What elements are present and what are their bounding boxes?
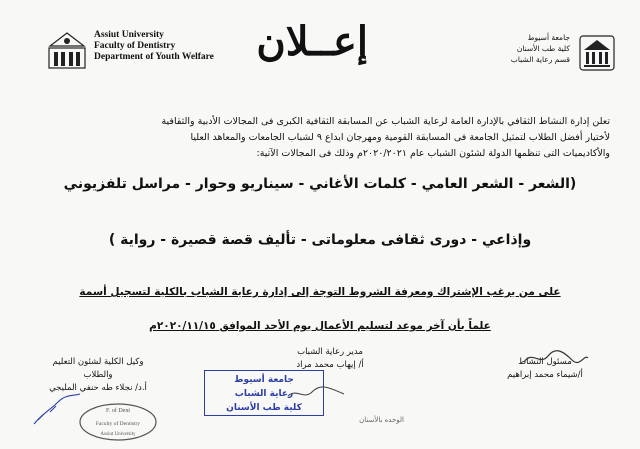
director-name: أ/ إيهاب محمد مراد xyxy=(296,360,364,370)
body-line-1: تعلن إدارة النشاط الثقافي بالإدارة العامة لرعاية الشباب عن المسابقة الثقافية الكبرى فى المجالات الأدبية والثقافية xyxy=(161,116,610,127)
department-name-en: Department of Youth Welfare xyxy=(94,52,214,62)
university-logo-icon xyxy=(46,30,88,72)
page-title: إعــلان xyxy=(256,18,368,65)
faculty-name-ar: كلية طب الأسنان xyxy=(516,44,570,53)
vice-dean-name: أ.د/ نجلاء طه حنفي المليجي xyxy=(49,383,147,393)
header-arabic xyxy=(511,32,618,74)
official-stamp xyxy=(204,370,324,416)
header-english xyxy=(46,30,214,72)
body-line-3: والأكاديميات التى تنظمها الدولة لشئون الشباب عام ٢٠٢٠/٢٠٢١م وذلك فى المجالات الآتية: xyxy=(256,148,610,159)
body-line-2: لأختيار أفضل الطلاب لتمثيل الجامعة فى المسابقة القومية ومهرجان ابداع ٩ لشباب الجامعات والمعاهد العليا xyxy=(190,132,610,143)
stamp-line-2: رعاية الشباب xyxy=(234,389,294,399)
footer-note: الوحده بالأسنان xyxy=(359,416,404,424)
handwritten-signature-icon xyxy=(520,348,590,368)
vice-dean-title: وكيل الكلية لشئون التعليم والطلاب xyxy=(52,357,144,380)
stamp-line-1: جامعة أسيوط xyxy=(234,375,294,385)
university-name-ar: جامعة أسيوط xyxy=(527,33,570,42)
university-name-en: Assiut University xyxy=(94,30,164,40)
deadline-line: علماً بأن آخر موعد لتسليم الأعمال يوم الأحد الموافق ٢٠٢٠/١١/١٥م xyxy=(149,320,491,332)
faculty-logo-icon xyxy=(576,32,618,74)
activity-title: مسئول النشاط xyxy=(518,357,572,367)
activity-name: أ/شيماء محمد إبراهيم xyxy=(507,370,583,380)
seal-text-bottom: Assiut University xyxy=(100,432,136,437)
faculty-name-en: Faculty of Dentistry xyxy=(94,41,176,51)
fields-line-2: وإذاعي - دورى ثقافى معلوماتى - تأليف قصة قصيرة - رواية ) xyxy=(108,232,532,248)
faculty-seal-icon xyxy=(76,398,160,442)
stamp-line-3: كلية طب الأسنان xyxy=(226,403,302,413)
department-name-ar: قسم رعاية الشباب xyxy=(510,55,570,64)
instruction-line: على من يرغب الإشتراك ومعرفة الشروط التوجة إلى إدارة رعاية الشباب بالكلية لتسجيل أسمة xyxy=(79,286,561,298)
signature-director xyxy=(268,346,392,372)
seal-text-mid: Faculty of Dentistry xyxy=(95,421,141,427)
seal-text-top: F. of Dent xyxy=(105,408,131,414)
director-title: مدير رعاية الشباب xyxy=(297,347,363,357)
fields-line-1: (الشعر - الشعر العامي - كلمات الأغاني - سيناريو وحوار - مراسل تلفزيوني xyxy=(63,176,577,192)
